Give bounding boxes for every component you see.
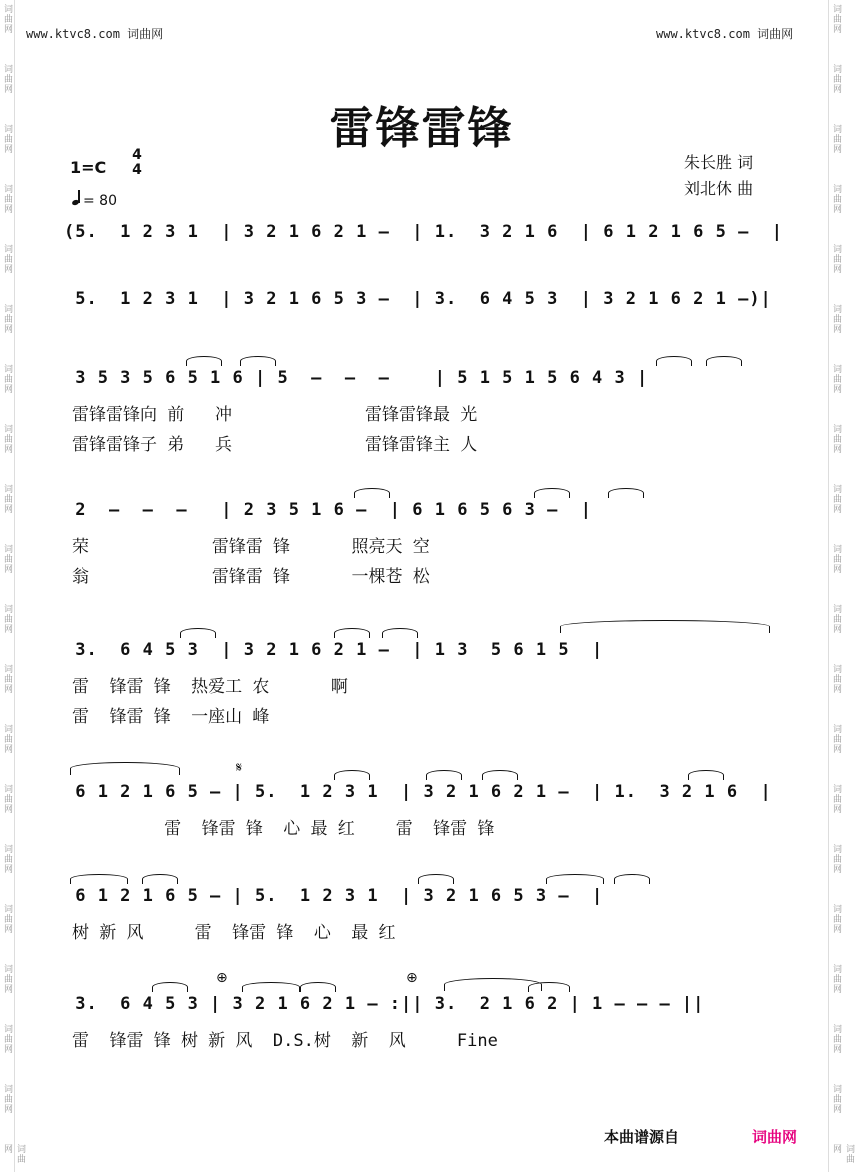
score-row-3 <box>64 368 784 455</box>
segno-sign: 𝄋 <box>236 760 243 776</box>
slur <box>528 982 570 992</box>
watermark-text: 词曲网 <box>2 184 12 214</box>
header-url-left[interactable]: www.ktvc8.com 词曲网 <box>26 27 164 41</box>
watermark-text: 词曲网 <box>2 64 12 94</box>
slur <box>240 356 276 366</box>
phrase-slur <box>70 762 180 775</box>
watermark-text: 词曲网 <box>2 424 12 454</box>
watermark-text: 词曲网 <box>831 604 841 634</box>
notes-row-3: 3 5 3 5 6 5 1 6 | 5 — — — | 5 1 5 1 5 6 4 3 | <box>64 368 649 388</box>
slur <box>426 770 462 780</box>
score-row-7 <box>64 886 784 943</box>
watermark-text: 词曲网 <box>831 484 841 514</box>
phrase-slur <box>560 620 770 633</box>
watermark-text: 词曲网 <box>831 184 841 214</box>
slur <box>482 770 518 780</box>
watermark-text: 词曲网 <box>831 364 841 394</box>
tempo-value: = 80 <box>83 193 117 209</box>
slur <box>688 770 724 780</box>
watermark-text: 词曲网 <box>2 964 12 994</box>
notes-row-4: 2 — — — | 2 3 5 1 6 — | 6 1 6 5 6 3 — | <box>64 500 593 520</box>
watermark-text: 词曲网 <box>831 1144 854 1164</box>
watermark-text: 词曲网 <box>2 364 12 394</box>
lyric-verse-1: 雷 锋雷 锋 心 最 红 雷 锋雷 锋 <box>72 819 495 839</box>
watermark-text: 词曲网 <box>2 544 12 574</box>
watermark-text: 词曲网 <box>2 904 12 934</box>
notes-row-7: 6 1 2 1 6 5 — | 5. 1 2 3 1 | 3 2 1 6 5 3 — | <box>64 886 604 906</box>
lyric-verse-1: 荣 雷锋雷 锋 照亮天 空 <box>72 537 430 557</box>
lyric-verse-1: 雷 锋雷 锋 树 新 风 D.S.树 新 风 Fine <box>72 1031 498 1051</box>
slur <box>354 488 390 498</box>
slur <box>614 874 650 884</box>
slur <box>534 488 570 498</box>
lyric-verse-2: 翁 雷锋雷 锋 一棵苍 松 <box>72 567 430 587</box>
watermark-text: 词曲网 <box>831 784 841 814</box>
watermark-text: 词曲网 <box>2 724 12 754</box>
time-signature-bottom: 4 <box>132 162 142 178</box>
time-signature <box>128 148 146 178</box>
watermark-text: 词曲网 <box>831 424 841 454</box>
slur <box>186 356 222 366</box>
footer-brand-link[interactable]: 词曲网 <box>752 1128 798 1146</box>
watermark-text: 词曲网 <box>2 4 12 34</box>
score-row-1 <box>64 222 784 250</box>
watermark-text: 词曲网 <box>2 844 12 874</box>
footer-source-label: 本曲谱源自 <box>604 1128 680 1146</box>
coda-sign: ⊕ <box>406 970 418 986</box>
watermark-text: 词曲网 <box>2 1024 12 1054</box>
notes-row-1: (5. 1 2 3 1 | 3 2 1 6 2 1 — | 1. 3 2 1 6 | 6 1 2 1 6 5 — | <box>64 222 784 242</box>
watermark-text: 词曲网 <box>2 244 12 274</box>
score-row-6 <box>64 760 784 839</box>
score-row-4 <box>64 500 784 587</box>
slur <box>382 628 418 638</box>
quarter-note-icon <box>72 190 80 205</box>
lyricist-credit: 朱长胜 词 <box>684 153 754 172</box>
slur <box>418 874 454 884</box>
key-signature: 1=C <box>70 158 107 177</box>
watermark-text: 词曲网 <box>2 304 12 334</box>
watermark-text: 词曲网 <box>2 124 12 154</box>
watermark-text: 词曲网 <box>831 64 841 94</box>
watermark-text: 词曲网 <box>2 484 12 514</box>
watermark-text: 词曲网 <box>2 664 12 694</box>
watermark-text: 词曲网 <box>2 1084 12 1114</box>
slur <box>180 628 216 638</box>
coda-sign: ⊕ <box>216 970 228 986</box>
slur <box>300 982 336 992</box>
watermark-text: 词曲网 <box>831 904 841 934</box>
watermark-text: 词曲网 <box>831 1084 841 1114</box>
score-row-8 <box>64 970 784 1051</box>
tempo-marking <box>72 190 117 209</box>
slur <box>334 770 370 780</box>
notes-row-2: 5. 1 2 3 1 | 3 2 1 6 5 3 — | 3. 6 4 5 3 | 3 2 1 6 2 1 —)| <box>64 289 772 309</box>
notes-row-5: 3. 6 4 5 3 | 3 2 1 6 2 1 — | 1 3 5 6 1 5 | <box>64 640 604 660</box>
slur <box>656 356 692 366</box>
lyric-verse-2: 雷锋雷锋子 弟 兵 雷锋雷锋主 人 <box>72 435 478 455</box>
slur <box>152 982 188 992</box>
slur <box>142 874 178 884</box>
left-watermark-strip <box>0 0 25 1172</box>
slur <box>608 488 644 498</box>
header-url-right[interactable]: www.ktvc8.com 词曲网 <box>656 27 794 41</box>
lyric-verse-2: 雷 锋雷 锋 一座山 峰 <box>72 707 270 727</box>
lyric-verse-1: 树 新 风 雷 锋雷 锋 心 最 红 <box>72 923 396 943</box>
notes-row-6: 6 1 2 1 6 5 — | 5. 1 2 3 1 | 3 2 1 6 2 1 — | 1. 3 2 1 6 | <box>64 782 772 802</box>
watermark-text: 词曲网 <box>831 244 841 274</box>
composer-credit: 刘北休 曲 <box>684 179 754 198</box>
watermark-text: 词曲网 <box>831 4 841 34</box>
score-row-5 <box>64 640 784 727</box>
score-row-2 <box>64 289 784 317</box>
slur <box>706 356 742 366</box>
slur <box>70 874 128 884</box>
notes-row-8: 3. 6 4 5 3 | 3 2 1 6 2 1 — :|| 3. 2 1 6 2 | 1 — — — || <box>64 994 705 1014</box>
watermark-text: 词曲网 <box>831 1024 841 1054</box>
watermark-text: 词曲网 <box>831 724 841 754</box>
watermark-text: 词曲网 <box>831 124 841 154</box>
watermark-text: 词曲网 <box>831 844 841 874</box>
watermark-text: 词曲网 <box>2 784 12 814</box>
slur <box>242 982 300 992</box>
watermark-text: 词曲网 <box>831 304 841 334</box>
slur <box>546 874 604 884</box>
watermark-text: 词曲网 <box>831 664 841 694</box>
slur <box>334 628 370 638</box>
watermark-text: 词曲网 <box>831 964 841 994</box>
lyric-verse-1: 雷锋雷锋向 前 冲 雷锋雷锋最 光 <box>72 405 478 425</box>
watermark-text: 词曲网 <box>831 544 841 574</box>
song-title: 雷锋雷锋 <box>329 103 514 154</box>
watermark-text: 词曲网 <box>2 604 12 634</box>
time-signature-top: 4 <box>132 147 142 163</box>
right-watermark-strip <box>828 0 854 1172</box>
watermark-text: 词曲网 <box>2 1144 25 1164</box>
lyric-verse-1: 雷 锋雷 锋 热爱工 农 啊 <box>72 677 348 697</box>
